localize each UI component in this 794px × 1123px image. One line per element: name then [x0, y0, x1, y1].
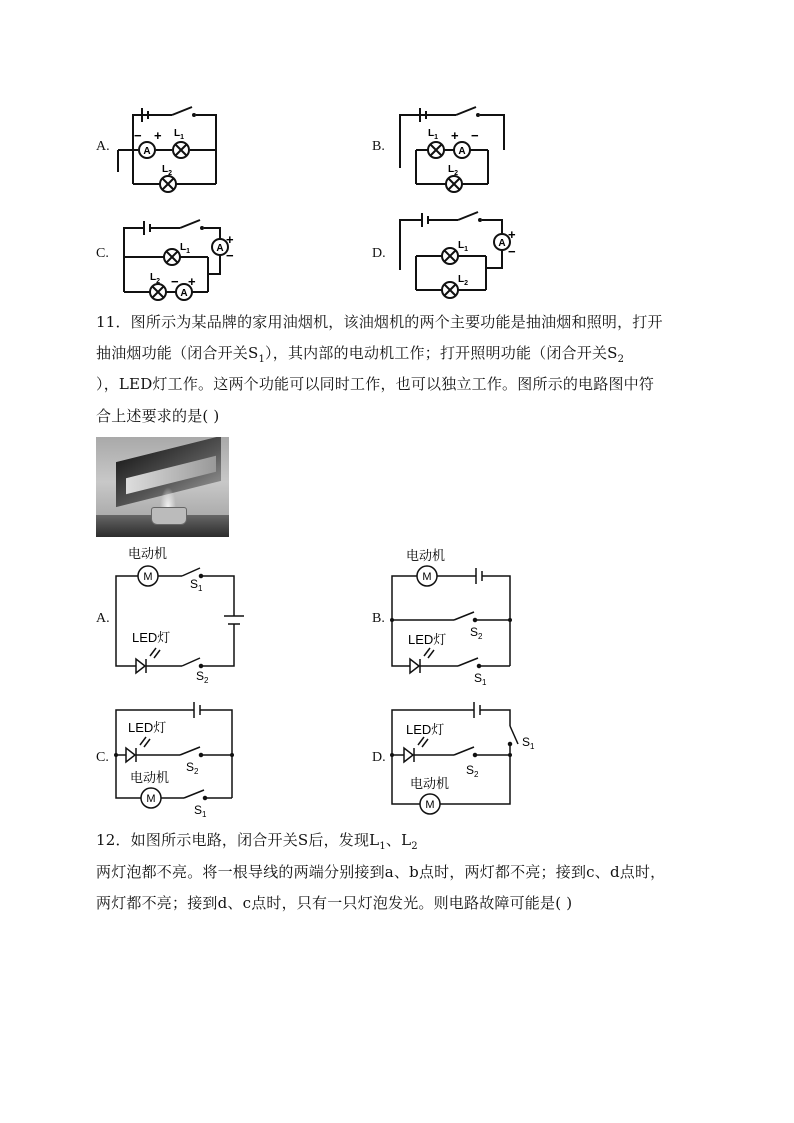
q11-line-3: ），LED灯工作。这两个功能可以同时工作，也可以独立工作。图所示的电路图中符	[96, 375, 655, 393]
option-letter-c: C.	[96, 246, 109, 261]
q11-line-1: 11．图所示为某品牌的家用油烟机，该油烟机的两个主要功能是抽油烟和照明，打开	[96, 313, 663, 331]
option-letter-c: C.	[96, 750, 109, 765]
motor-label: 电动机	[410, 776, 450, 791]
range-hood-photo	[96, 437, 229, 537]
plus-sign: +	[154, 128, 162, 143]
motor-symbol: M	[146, 793, 156, 805]
ammeter-label: A	[216, 243, 224, 254]
switch-label-s1: $S_1$	[190, 577, 203, 593]
motor-label: 电动机	[406, 548, 446, 563]
ammeter-label: A	[180, 288, 188, 299]
minus-sign: −	[508, 244, 516, 259]
motor-symbol: M	[422, 571, 432, 583]
lamp-label-l1: $L_1$	[174, 128, 185, 141]
circuit-q10-b	[398, 102, 508, 192]
switch-label-s2: $S_2$	[186, 760, 199, 776]
circuit-q11-d	[390, 698, 550, 823]
option-letter-b: B.	[372, 611, 385, 626]
lamp-label-l2: $L_2$	[162, 164, 173, 177]
led-label: LED灯	[406, 722, 445, 737]
switch-label-s2: $S_2$	[196, 669, 209, 685]
minus-sign: −	[471, 128, 479, 143]
ammeter-label: A	[143, 146, 151, 157]
circuit-q10-c	[120, 216, 250, 301]
circuit-q11-a	[114, 546, 254, 686]
lamp-label-l2: $L_2$	[150, 272, 161, 285]
led-label: LED灯	[132, 630, 171, 645]
circuit-q10-d	[398, 208, 528, 300]
motor-label: 电动机	[128, 546, 168, 561]
switch-label-s1: $S_1$	[474, 671, 487, 687]
minus-sign: −	[171, 274, 179, 289]
minus-sign: −	[134, 128, 142, 143]
circuit-q10-a	[118, 102, 228, 192]
switch-label-s2: $S_2$	[470, 625, 483, 641]
option-letter-a: A.	[96, 139, 110, 154]
q11-line-2: 抽油烟功能（闭合开关$S_1$），其内部的电动机工作；打开照明功能（闭合开关$S_2$	[96, 344, 625, 365]
circuit-q11-c	[114, 698, 254, 823]
led-label: LED灯	[408, 632, 447, 647]
q11-line-4: 合上述要求的是( )	[96, 407, 220, 425]
q12-line-2: 两灯泡都不亮。将一根导线的两端分别接到a、b点时，两灯都不亮；接到c、d点时，	[96, 863, 666, 881]
option-letter-b: B.	[372, 139, 385, 154]
switch-label-s2: $S_2$	[466, 763, 479, 779]
q12-line-3: 两灯都不亮；接到d、c点时，只有一只灯泡发光。则电路故障可能是( )	[96, 894, 573, 912]
led-label: LED灯	[128, 720, 167, 735]
ammeter-label: A	[498, 238, 506, 249]
lamp-label-l1: $L_1$	[458, 240, 469, 253]
lamp-label-l2: $L_2$	[458, 274, 469, 287]
option-letter-d: D.	[372, 246, 386, 261]
option-letter-a: A.	[96, 611, 110, 626]
plus-sign: +	[226, 232, 234, 247]
plus-sign: +	[451, 128, 459, 143]
lamp-label-l2: $L_2$	[448, 164, 459, 177]
plus-sign: +	[188, 274, 196, 289]
switch-label-s1: $S_1$	[194, 803, 207, 819]
lamp-label-l1: $L_1$	[180, 242, 191, 255]
circuit-q11-b	[390, 546, 530, 686]
minus-sign: −	[226, 248, 234, 263]
motor-label: 电动机	[130, 770, 170, 785]
q12-line-1: 12．如图所示电路，闭合开关S后，发现$L_1$、$L_2$	[96, 831, 418, 852]
ammeter-label: A	[458, 146, 466, 157]
switch-label-s1: $S_1$	[522, 735, 535, 751]
lamp-label-l1: $L_1$	[428, 128, 439, 141]
motor-symbol: M	[425, 799, 435, 811]
motor-symbol: M	[143, 571, 153, 583]
option-letter-d: D.	[372, 750, 386, 765]
plus-sign: +	[508, 227, 516, 242]
